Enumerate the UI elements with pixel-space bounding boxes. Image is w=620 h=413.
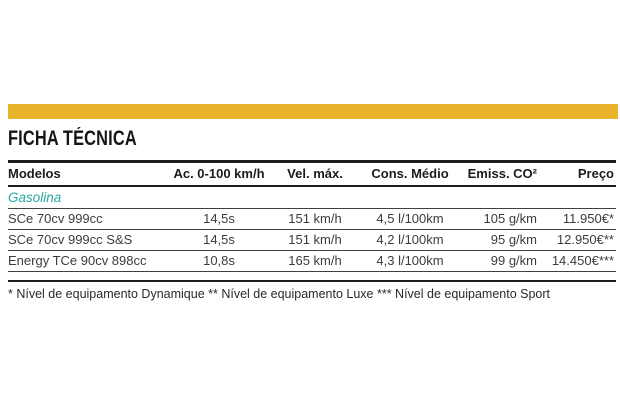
footnote: * Nível de equipamento Dynamique ** Nível de equipamento Luxe *** Nível de equipamento Sport: [8, 287, 550, 301]
cell-consumption: 4,2 l/100km: [360, 230, 460, 251]
spec-table-body: [8, 186, 616, 272]
cell-emissions: 95 g/km: [460, 230, 545, 251]
cell-emissions: 105 g/km: [460, 209, 545, 230]
table-row: [8, 251, 616, 272]
col-header-modelos: Modelos: [8, 162, 168, 187]
table-row: [8, 209, 616, 230]
spec-table: [8, 160, 616, 272]
cell-acceleration: 10,8s: [168, 251, 270, 272]
cell-price: 12.950€**: [545, 230, 616, 251]
fuel-group-label: Gasolina: [8, 186, 616, 209]
fuel-group-row: [8, 186, 616, 209]
bottom-rule: [8, 280, 616, 282]
cell-model: SCe 70cv 999cc S&S: [8, 230, 168, 251]
cell-emissions: 99 g/km: [460, 251, 545, 272]
col-header-acceleration: Ac. 0-100 km/h: [168, 162, 270, 187]
header-row: [8, 162, 616, 187]
cell-model: Energy TCe 90cv 898cc: [8, 251, 168, 272]
cell-top-speed: 151 km/h: [270, 209, 360, 230]
spec-table-header: [8, 162, 616, 187]
cell-price: 11.950€*: [545, 209, 616, 230]
cell-top-speed: 151 km/h: [270, 230, 360, 251]
cell-acceleration: 14,5s: [168, 230, 270, 251]
col-header-consumption: Cons. Médio: [360, 162, 460, 187]
cell-model: SCe 70cv 999cc: [8, 209, 168, 230]
cell-price: 14.450€***: [545, 251, 616, 272]
cell-acceleration: 14,5s: [168, 209, 270, 230]
cell-consumption: 4,5 l/100km: [360, 209, 460, 230]
cell-top-speed: 165 km/h: [270, 251, 360, 272]
table-row: [8, 230, 616, 251]
section-title: FICHA TÉCNICA: [8, 127, 137, 150]
cell-consumption: 4,3 l/100km: [360, 251, 460, 272]
accent-bar: [8, 104, 618, 119]
col-header-price: Preço: [545, 162, 616, 187]
col-header-emissions: Emiss. CO²: [460, 162, 545, 187]
col-header-top-speed: Vel. máx.: [270, 162, 360, 187]
